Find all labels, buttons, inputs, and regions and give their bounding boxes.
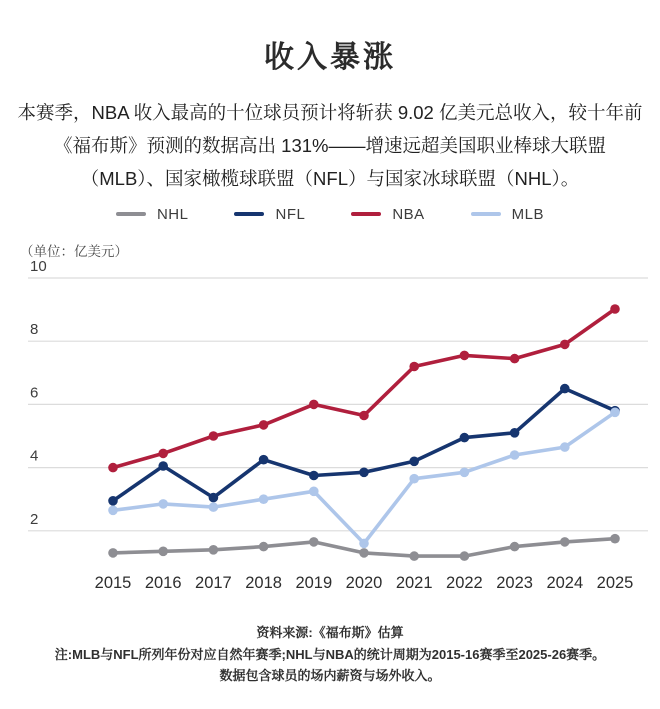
x-tick-label-2023: 2023 <box>496 574 533 592</box>
mlb-point-2021 <box>409 474 419 484</box>
nfl-point-2019 <box>309 471 319 481</box>
nhl-point-2021 <box>409 551 419 561</box>
intro-text: 本赛季，NBA 收入最高的十位球员预计将斩获 9.02 亿美元总收入，较十年前《福布斯》预测的数据高出 131%——增速远超美国职业棒球大联盟（MLB）、国家橄榄球联盟（NFL）与国家冰球联盟（NHL）。 <box>17 102 643 189</box>
note-line-1: 注:MLB与NFL所列年份对应自然年赛季;NHL与NBA的统计周期为2015-16赛季至2025-26赛季。 <box>54 647 606 662</box>
nba-line-swatch-icon <box>351 212 381 216</box>
nfl-point-2015 <box>108 496 118 506</box>
nfl-point-2017 <box>209 493 219 503</box>
legend-label-mlb: MLB <box>511 205 545 223</box>
unit-label: （单位：亿美元） <box>20 244 128 259</box>
x-tick-label-2019: 2019 <box>295 574 333 592</box>
mlb-point-2017 <box>209 502 219 512</box>
nhl-point-2023 <box>510 542 520 552</box>
nhl-point-2018 <box>259 542 269 552</box>
nba-point-2023 <box>510 354 520 364</box>
line-chart <box>0 252 660 600</box>
nfl-point-2023 <box>510 428 520 438</box>
nba-point-2024 <box>560 340 570 350</box>
legend-label-nba: NBA <box>392 205 425 223</box>
mlb-line-swatch-icon <box>471 212 501 216</box>
y-tick-label-4: 4 <box>30 447 39 465</box>
y-tick-label-10: 10 <box>30 258 47 275</box>
x-tick-label-2018: 2018 <box>245 574 282 592</box>
nba-point-2025 <box>610 304 620 314</box>
mlb-point-2016 <box>158 499 168 509</box>
x-tick-label-2020: 2020 <box>345 574 383 592</box>
mlb-point-2019 <box>309 487 319 497</box>
legend-item-mlb <box>471 206 544 223</box>
nfl-point-2022 <box>460 433 470 443</box>
mlb-point-2025 <box>610 408 620 418</box>
legend-label-nfl: NFL <box>275 205 306 223</box>
nfl-line-swatch-icon <box>234 212 264 216</box>
nba-point-2019 <box>309 400 319 410</box>
legend-item-nfl <box>234 206 305 223</box>
nhl-point-2025 <box>610 534 620 544</box>
nfl-point-2021 <box>409 457 419 467</box>
y-tick-label-6: 6 <box>30 384 39 402</box>
nhl-line-swatch-icon <box>116 212 146 216</box>
nhl-point-2019 <box>309 537 319 547</box>
source-line: 资料来源:《福布斯》估算 <box>256 625 404 640</box>
legend-label-nhl: NHL <box>156 205 189 223</box>
mlb-point-2024 <box>560 442 570 452</box>
nba-line <box>113 309 615 468</box>
x-tick-label-2022: 2022 <box>446 574 483 592</box>
x-tick-label-2024: 2024 <box>546 574 584 592</box>
mlb-point-2023 <box>510 450 520 460</box>
nba-point-2020 <box>359 411 369 421</box>
mlb-point-2018 <box>259 494 269 504</box>
nfl-point-2016 <box>158 461 168 471</box>
legend-item-nhl <box>116 206 189 223</box>
legend <box>0 203 660 225</box>
nhl-point-2020 <box>359 548 369 558</box>
nhl-point-2016 <box>158 547 168 557</box>
page-title: 收入暴涨 <box>264 41 396 74</box>
mlb-point-2015 <box>108 506 118 516</box>
mlb-point-2022 <box>460 468 470 478</box>
nhl-point-2022 <box>460 551 470 561</box>
note-line-2: 数据包含球员的场内薪资与场外收入。 <box>219 668 441 683</box>
x-tick-label-2025: 2025 <box>596 574 634 592</box>
y-tick-label-8: 8 <box>30 321 39 339</box>
nba-point-2015 <box>108 463 118 473</box>
mlb-point-2020 <box>359 539 369 549</box>
nhl-point-2024 <box>560 537 570 547</box>
nba-point-2018 <box>259 420 269 430</box>
nfl-point-2020 <box>359 468 369 478</box>
x-tick-label-2015: 2015 <box>94 574 132 592</box>
x-tick-label-2016: 2016 <box>144 574 182 592</box>
legend-item-nba <box>351 206 424 223</box>
nba-point-2022 <box>460 351 470 361</box>
y-tick-label-2: 2 <box>30 510 39 528</box>
nfl-point-2024 <box>560 384 570 394</box>
nba-point-2017 <box>209 431 219 441</box>
mlb-line <box>113 412 615 543</box>
nfl-point-2018 <box>259 455 269 465</box>
nba-point-2016 <box>158 449 168 459</box>
x-tick-label-2017: 2017 <box>195 574 232 592</box>
nhl-point-2017 <box>209 545 219 555</box>
nhl-point-2015 <box>108 548 118 558</box>
x-tick-label-2021: 2021 <box>395 574 433 592</box>
nba-point-2021 <box>409 362 419 372</box>
